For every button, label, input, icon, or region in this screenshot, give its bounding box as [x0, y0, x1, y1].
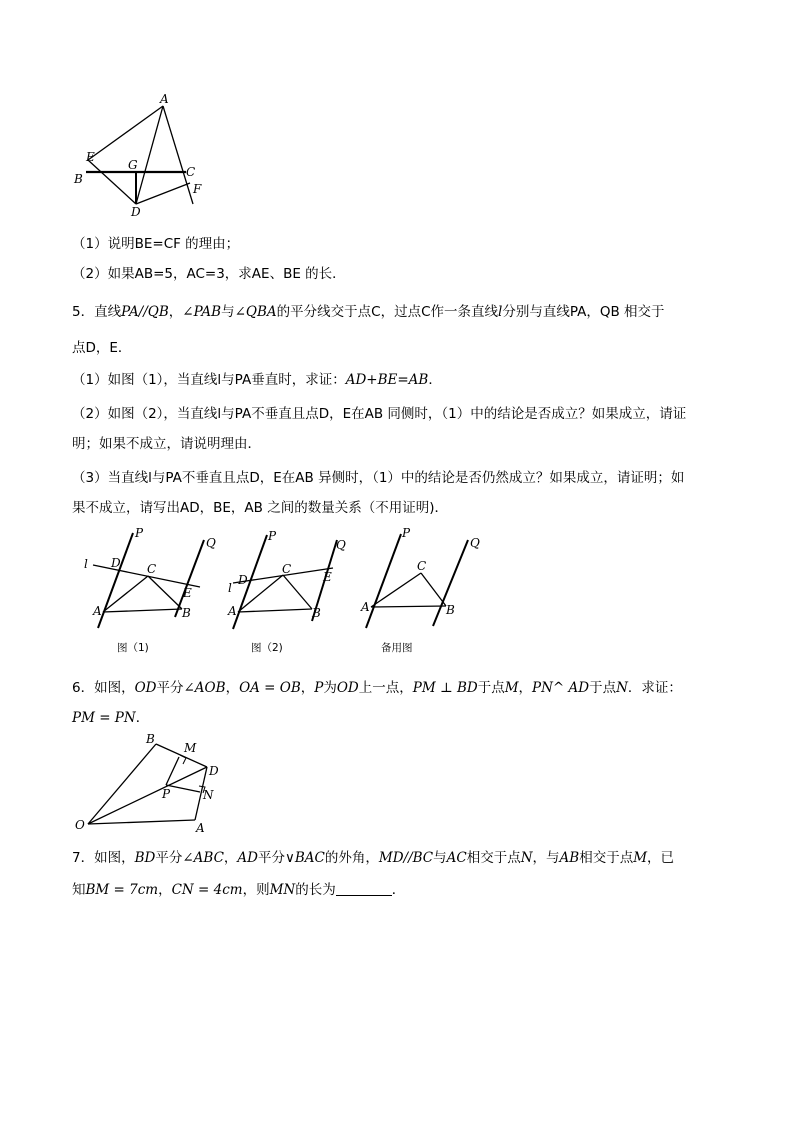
fig1-label-e: E [183, 586, 192, 600]
math: PA//QB [121, 304, 169, 320]
text: ，则 [242, 882, 270, 898]
label-a: A [160, 92, 169, 106]
fig1-label-b: B [182, 606, 191, 620]
text: ，已 [647, 850, 675, 866]
label-c: C [186, 165, 196, 179]
math: BM = 7cm [85, 882, 159, 898]
text: ． [428, 372, 442, 388]
math: AD+BE=AB [345, 372, 429, 388]
fig6-label-b: B [146, 732, 155, 746]
math: PM = PN [72, 710, 136, 726]
text: ，与 [532, 850, 560, 866]
fig2-label-b: B [312, 606, 321, 620]
fig2-label-a: A [228, 604, 237, 618]
math: AC [446, 850, 467, 866]
fig1-label-l: l [84, 557, 88, 571]
caption-fig2: 图（2) [251, 642, 283, 654]
fig1-label-a: A [93, 604, 102, 618]
text: 的平分线交于点C，过点C作一条直线 [276, 304, 499, 320]
text: 相交于点 [579, 850, 634, 866]
text: 于点 [589, 680, 617, 696]
math: ∨BAC [284, 850, 325, 866]
q7-line1 [72, 846, 674, 866]
fig2-label-l: l [228, 581, 232, 595]
math: MN [269, 882, 296, 898]
caption-fig1: 图（1) [117, 642, 149, 654]
math: ∠PAB [182, 304, 222, 320]
fig3-label-b: B [446, 603, 455, 617]
label-e: E [86, 150, 95, 164]
fig1-label-d: D [111, 556, 121, 570]
answer-blank[interactable] [336, 883, 392, 896]
text: 于点 [477, 680, 505, 696]
text: 的外角， [324, 850, 379, 866]
math: OD [134, 680, 157, 696]
q5-line2: 点D，E． [72, 340, 132, 356]
text: 与 [221, 304, 235, 320]
text: （1）如图（1），当直线l与PA垂直时，求证： [72, 372, 346, 388]
fig6-label-a: A [196, 821, 205, 835]
fig1-label-c: C [147, 562, 157, 576]
text: 相交于点 [466, 850, 521, 866]
text: 平分 [156, 680, 184, 696]
fig1-label-q: Q [206, 536, 216, 550]
text: ， [158, 882, 172, 898]
fig3-label-c: C [417, 559, 427, 573]
text: ， [518, 680, 533, 696]
text: ， [223, 850, 238, 866]
text: 分别与直线PA，QB 相交于 [502, 304, 665, 320]
fig6-label-p: P [162, 787, 171, 801]
fig2-label-c: C [282, 562, 292, 576]
text: 5．直线 [72, 304, 122, 320]
math: ∠QBA [234, 304, 277, 320]
math: CN = 4cm [171, 882, 243, 898]
math: ∠ABC [182, 850, 224, 866]
fig6-label-n: N [203, 788, 214, 802]
fig2-label-q: Q [336, 538, 346, 552]
q5-line7: 果不成立，请写出AD，BE，AB 之间的数量关系（不用证明)． [72, 500, 448, 516]
caption-fig3: 备用图 [381, 642, 413, 654]
label-f: F [193, 182, 202, 196]
text: ， [225, 680, 240, 696]
text: 7．如图， [72, 850, 135, 866]
math: N [616, 680, 628, 696]
text: 知 [72, 882, 86, 898]
math: MD//BC [378, 850, 434, 866]
text: 6．如图， [72, 680, 135, 696]
text: 平分 [155, 850, 183, 866]
text: ． [135, 710, 150, 726]
q4-part1: （1）说明BE=CF 的理由； [72, 236, 240, 252]
fig6-label-o: O [75, 818, 85, 832]
q7-line2 [72, 878, 405, 898]
math: M [504, 680, 519, 696]
fig3-label-q: Q [470, 536, 480, 550]
math: P [314, 680, 324, 696]
math: AD [237, 850, 258, 866]
text: 为 [323, 680, 337, 696]
label-d: D [131, 205, 141, 219]
q5-line6: （3）当直线l与PA不垂直且点D，E在AB 异侧时，（1）中的结论是否仍然成立？如果成立，请证明；如 [72, 470, 685, 486]
text: 的长为 [295, 882, 336, 898]
fig3-label-a: A [361, 600, 370, 614]
math: PN^ AD [532, 680, 590, 696]
fig6-label-m: M [184, 741, 197, 755]
q4-part2: （2）如果AB=5，AC=3，求AE、BE 的长． [72, 266, 346, 282]
fig2-label-p: P [268, 529, 277, 543]
text: ．求证： [627, 680, 682, 696]
math: OA = OB [239, 680, 301, 696]
text: ， [168, 304, 183, 320]
q5-line5: 明；如果不成立，请说明理由． [72, 436, 261, 452]
label-g: G [128, 158, 138, 172]
math: OD [336, 680, 359, 696]
label-b: B [74, 172, 83, 186]
fig2-label-d: D [238, 573, 248, 587]
text: 与 [433, 850, 447, 866]
text: 平分 [257, 850, 285, 866]
text: ． [391, 882, 406, 898]
math: AB [559, 850, 580, 866]
math: ∠AOB [183, 680, 226, 696]
fig6-label-d: D [209, 764, 219, 778]
math: BD [134, 850, 156, 866]
math: N [520, 850, 533, 866]
text: 上一点， [358, 680, 413, 696]
fig3-label-p: P [402, 526, 411, 540]
fig1-label-p: P [135, 526, 144, 540]
text: ， [300, 680, 315, 696]
math: M [633, 850, 648, 866]
q5-line4: （2）如图（2），当直线l与PA不垂直且点D，E在AB 同侧时，（1）中的结论是否成立？如果成立，请证 [72, 406, 687, 422]
math: l [498, 304, 503, 320]
fig2-label-e: E [323, 570, 332, 584]
math: PM ⊥ BD [412, 680, 478, 696]
